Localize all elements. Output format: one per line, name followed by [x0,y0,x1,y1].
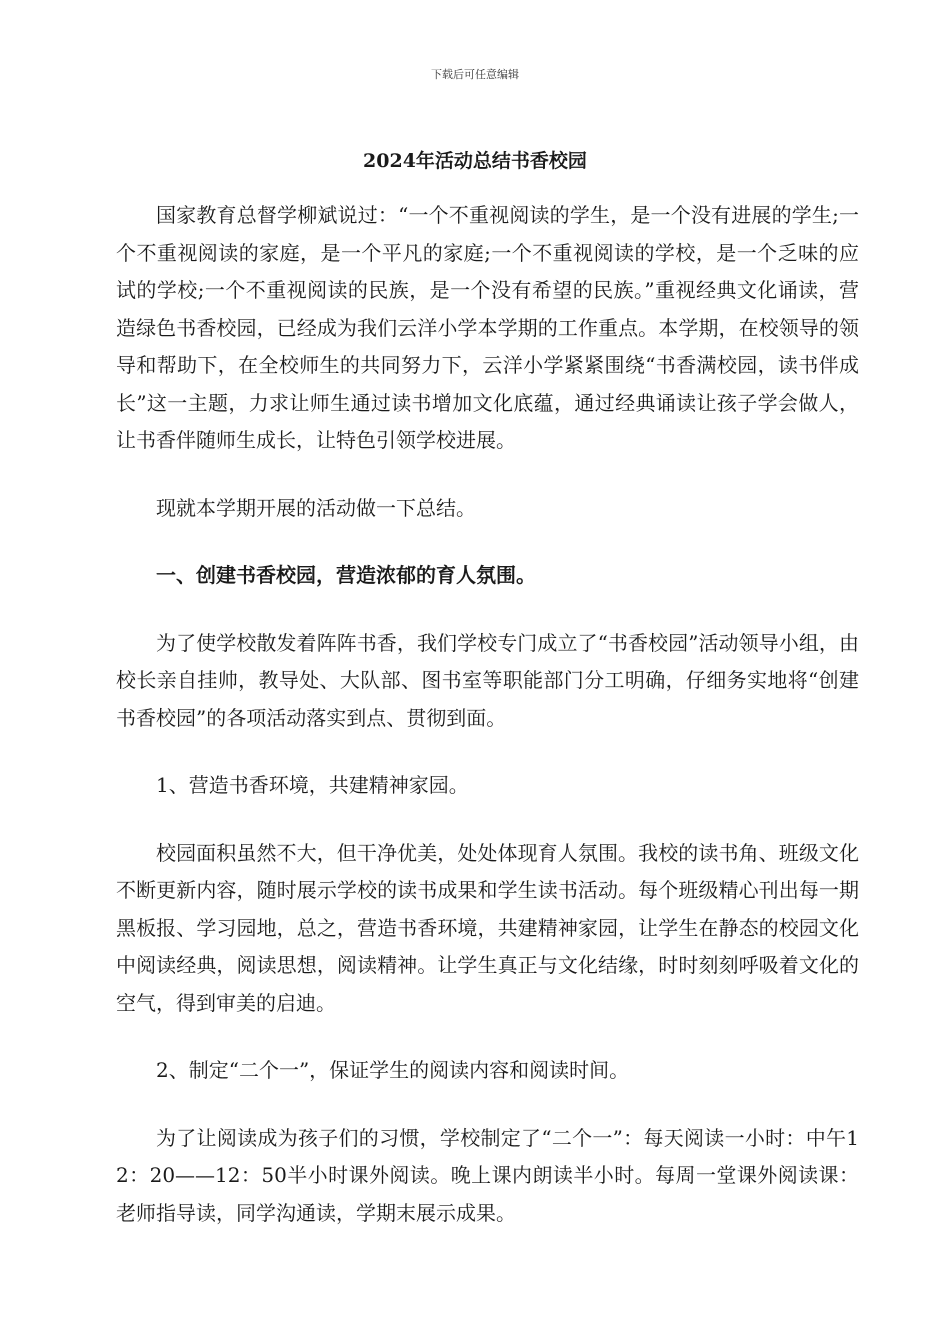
page-title: 2024年活动总结书香校园 [363,150,587,172]
section-heading-1: 一、创建书香校园，营造浓郁的育人氛围。 [156,563,536,587]
subheading-1: 1、营造书香环境，共建精神家园。 [156,773,469,797]
page-header-note: 下载后可任意编辑 [431,68,519,81]
subheading-2: 2、制定“二个一”，保证学生的阅读内容和阅读时间。 [156,1058,630,1082]
paragraph-section-1: 为了使学校散发着阵阵书香，我们学校专门成立了“书香校园”活动领导小组，由校长亲自挂帅，教导处、大队部、图书室等职能部门分工明确，仔细务实地将“创建书香校园”的各项活动落实到点、贯彻到面。 [116,630,859,730]
paragraph-environment: 校园面积虽然不大，但干净优美，处处体现育人氛围。我校的读书角、班级文化不断更新内容，随时展示学校的读书成果和学生读书活动。每个班级精心刊出每一期黑板报、学习园地，总之，营造书香环境，共建精神家园，让学生在静态的校园文化中阅读经典，阅读思想，阅读精神。让学生真正与文化结缘，时时刻刻呼吸着文化的空气，得到审美的启迪。 [116,840,859,1015]
paragraph-intro: 国家教育总督学柳斌说过：“一个不重视阅读的学生，是一个没有进展的学生;一个不重视阅读的家庭，是一个平凡的家庭;一个不重视阅读的学校，是一个乏味的应试的学校;一个不重视阅读的民族，是一个没有希望的民族。”重视经典文化诵读，营造绿色书香校园，已经成为我们云洋小学本学期的工作重点。本学期，在校领导的领导和帮助下，在全校师生的共同努力下，云洋小学紧紧围绕“书香满校园，读书伴成长”这一主题，力求让师生通过读书增加文化底蕴，通过经典诵读让孩子学会做人，让书香伴随师生成长，让特色引领学校进展。 [116,203,859,452]
paragraph-summary-lead: 现就本学期开展的活动做一下总结。 [156,495,476,520]
paragraph-reading-time: 为了让阅读成为孩子们的习惯，学校制定了“二个一”：每天阅读一小时：中午12：20——12：50半小时课外阅读。晚上课内朗读半小时。每周一堂课外阅读课：老师指导读，同学沟通读，学期末展示成果。 [116,1125,859,1225]
document-body [116,197,859,1262]
